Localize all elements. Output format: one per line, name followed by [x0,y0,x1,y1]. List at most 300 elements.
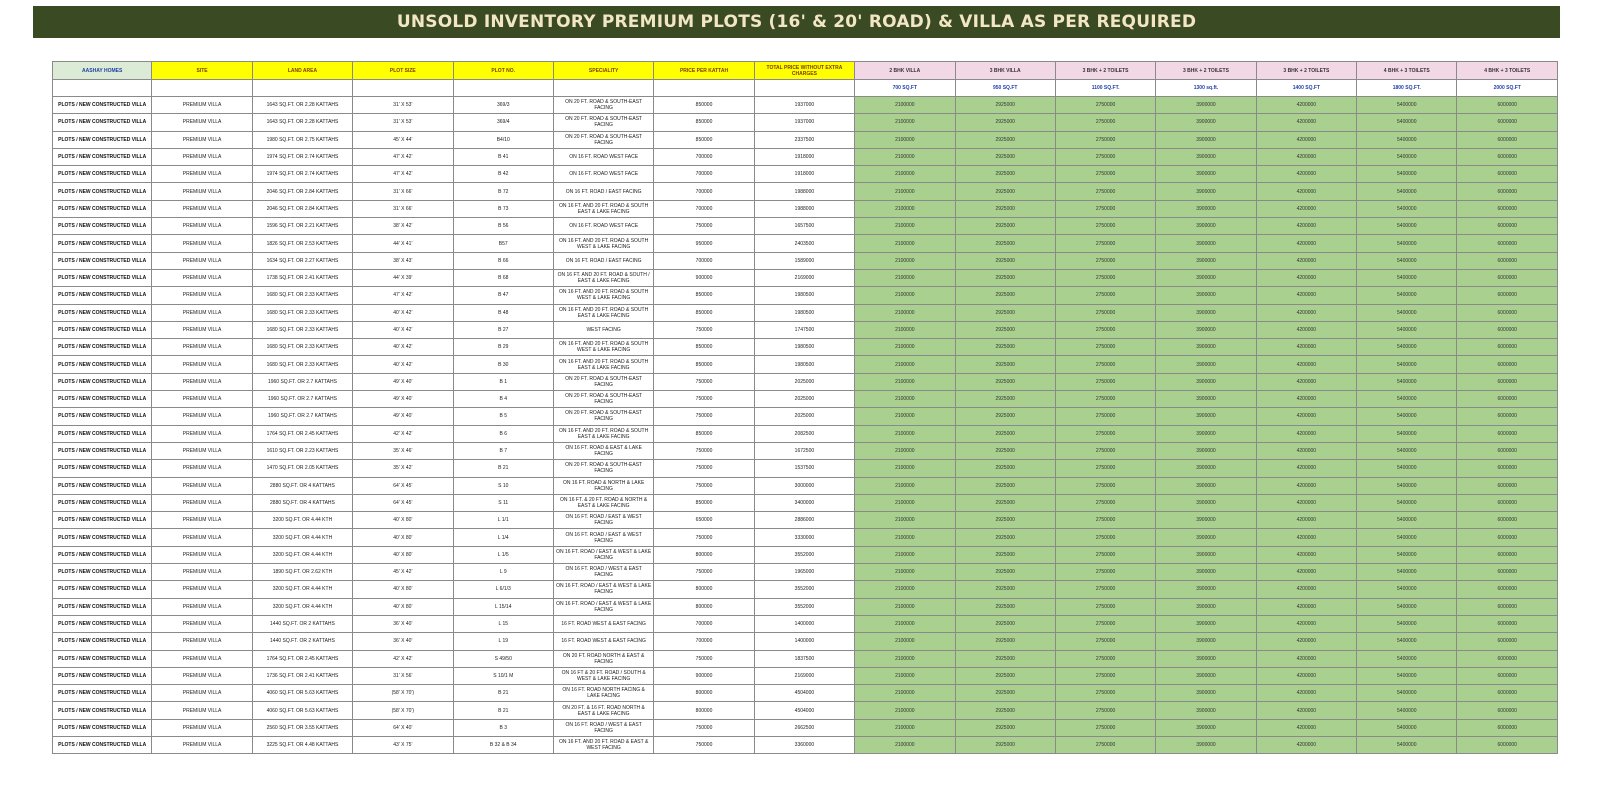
cell-ppk: 800000 [654,581,754,598]
cell-total: 1980500 [754,287,854,304]
cell-type: PLOTS / NEW CONSTRUCTED VILLA [53,373,152,390]
villa-price-cell: 2750000 [1055,391,1155,408]
cell-type: PLOTS / NEW CONSTRUCTED VILLA [53,183,152,200]
cell-size: 45' X 44' [353,131,453,148]
cell-size: 64' X 45' [353,494,453,511]
villa-price-cell: 2925000 [955,442,1055,459]
villa-price-cell: 2750000 [1055,546,1155,563]
cell-ppk: 850000 [654,356,754,373]
cell-ppk: 700000 [654,148,754,165]
villa-price-cell: 4200000 [1256,97,1356,114]
villa-price-cell: 5400000 [1357,546,1457,563]
villa-price-cell: 3900000 [1156,287,1256,304]
table-row [53,114,1558,131]
villa-size-cell: 700 SQ.FT [855,80,955,97]
villa-price-cell: 2925000 [955,183,1055,200]
villa-price-cell: 2100000 [855,408,955,425]
villa-price-cell: 2100000 [855,200,955,217]
villa-price-cell: 2925000 [955,512,1055,529]
villa-price-cell: 6000000 [1457,477,1558,494]
cell-type: PLOTS / NEW CONSTRUCTED VILLA [53,148,152,165]
cell-total: 1988000 [754,200,854,217]
villa-price-cell: 6000000 [1457,736,1558,753]
villa-price-cell: 6000000 [1457,546,1558,563]
table-row [53,650,1558,667]
cell-plot: S 49/50 [453,650,553,667]
villa-price-cell: 5400000 [1357,252,1457,269]
cell-site: PREMIUM VILLA [152,667,252,684]
villa-size-cell: 1400 SQ.FT [1256,80,1356,97]
cell-total: 3400000 [754,494,854,511]
cell-size: 40' X 80' [353,529,453,546]
villa-price-cell: 3900000 [1156,339,1256,356]
cell-plot: L 15 [453,615,553,632]
cell-site: PREMIUM VILLA [152,408,252,425]
cell-plot: 369/3 [453,97,553,114]
cell-plot: B 32 & B 34 [453,736,553,753]
cell-area: 1764 SQ.FT. OR 2.45 KATTAHS [252,650,352,667]
cell-ppk: 800000 [654,598,754,615]
cell-size: 35' X 42' [353,460,453,477]
villa-price-cell: 5400000 [1357,97,1457,114]
villa-price-cell: 2925000 [955,148,1055,165]
villa-price-cell: 6000000 [1457,218,1558,235]
cell-plot: B 47 [453,287,553,304]
villa-price-cell: 2925000 [955,650,1055,667]
table-row [53,598,1558,615]
villa-price-cell: 6000000 [1457,269,1558,286]
cell-type: PLOTS / NEW CONSTRUCTED VILLA [53,269,152,286]
cell-area: 4060 SQ.FT. OR 5.63 KATTAHS [252,685,352,702]
cell-ppk: 850000 [654,97,754,114]
villa-price-cell: 2750000 [1055,218,1155,235]
table-row [53,460,1558,477]
cell-site: PREMIUM VILLA [152,494,252,511]
cell-spec: ON 16 FT. ROAD / EAST FACING [553,183,653,200]
cell-plot: S 11 [453,494,553,511]
cell-area: 3200 SQ.FT. OR 4.44 KTH [252,546,352,563]
cell-spec: ON 16 FT. AND 20 FT. ROAD & SOUTH EAST & LAKE FACING [553,304,653,321]
cell-size: 31' X 53' [353,97,453,114]
cell-spec: ON 20 FT. ROAD & SOUTH-EAST FACING [553,131,653,148]
cell-spec: ON 20 FT. ROAD & SOUTH-EAST FACING [553,408,653,425]
villa-price-cell: 2925000 [955,615,1055,632]
cell-site: PREMIUM VILLA [152,183,252,200]
cell-area: 1680 SQ.FT. OR 2.33 KATTAHS [252,287,352,304]
villa-price-cell: 6000000 [1457,442,1558,459]
villa-price-cell: 3900000 [1156,356,1256,373]
villa-price-cell: 2925000 [955,685,1055,702]
cell-size: 40' X 42' [353,339,453,356]
cell-size: (58' X 70') [353,685,453,702]
table-row [53,252,1558,269]
villa-price-cell: 4200000 [1256,166,1356,183]
villa-price-cell: 2925000 [955,719,1055,736]
cell-site: PREMIUM VILLA [152,425,252,442]
villa-price-cell: 3900000 [1156,269,1256,286]
villa-price-cell: 2925000 [955,546,1055,563]
column-header: 3 BHK VILLA [955,62,1055,80]
villa-price-cell: 2750000 [1055,252,1155,269]
villa-price-cell: 2100000 [855,598,955,615]
cell-site: PREMIUM VILLA [152,356,252,373]
column-header: 4 BHK + 3 TOILETS [1357,62,1457,80]
villa-price-cell: 2750000 [1055,494,1155,511]
villa-price-cell: 2100000 [855,235,955,252]
villa-price-cell: 4200000 [1256,460,1356,477]
table-row [53,235,1558,252]
cell-area: 1680 SQ.FT. OR 2.33 KATTAHS [252,339,352,356]
villa-price-cell: 5400000 [1357,321,1457,338]
villa-price-cell: 2925000 [955,581,1055,598]
cell-plot: B 68 [453,269,553,286]
cell-area: 3225 SQ.FT. OR 4.48 KATTAHS [252,736,352,753]
cell-ppk: 900000 [654,667,754,684]
cell-plot: B 7 [453,442,553,459]
villa-price-cell: 4200000 [1256,408,1356,425]
villa-price-cell: 2750000 [1055,736,1155,753]
cell-type: PLOTS / NEW CONSTRUCTED VILLA [53,477,152,494]
villa-price-cell: 3900000 [1156,702,1256,719]
villa-price-cell: 2925000 [955,408,1055,425]
cell-site: PREMIUM VILLA [152,114,252,131]
cell-spec: ON 16 FT. ROAD WEST FACE [553,166,653,183]
villa-price-cell: 5400000 [1357,148,1457,165]
table-row [53,373,1558,390]
villa-price-cell: 5400000 [1357,581,1457,598]
cell-ppk: 750000 [654,564,754,581]
table-row [53,339,1558,356]
villa-price-cell: 2925000 [955,460,1055,477]
cell-spec: ON 20 FT. ROAD & SOUTH-EAST FACING [553,114,653,131]
table-row [53,183,1558,200]
villa-price-cell: 6000000 [1457,200,1558,217]
cell-total: 1918000 [754,166,854,183]
table-row [53,356,1558,373]
cell-plot: L 1/4 [453,529,553,546]
villa-price-cell: 4200000 [1256,269,1356,286]
cell-size: 36' X 40' [353,615,453,632]
villa-price-cell: 5400000 [1357,114,1457,131]
villa-price-cell: 3900000 [1156,736,1256,753]
villa-price-cell: 2925000 [955,667,1055,684]
villa-price-cell: 4200000 [1256,529,1356,546]
cell-spec: ON 16 FT. ROAD / EAST & WEST & LAKE FACING [553,598,653,615]
villa-price-cell: 3900000 [1156,166,1256,183]
cell-total: 1980500 [754,356,854,373]
cell-size: 42' X 42' [353,425,453,442]
villa-price-cell: 6000000 [1457,633,1558,650]
cell-spec: ON 16 FT. AND 20 FT. ROAD & SOUTH EAST & LAKE FACING [553,425,653,442]
villa-price-cell: 4200000 [1256,200,1356,217]
table-row [53,321,1558,338]
cell-total: 1980500 [754,339,854,356]
table-row [53,581,1558,598]
cell-area: 1680 SQ.FT. OR 2.33 KATTAHS [252,356,352,373]
villa-price-cell: 2100000 [855,252,955,269]
cell-site: PREMIUM VILLA [152,442,252,459]
cell-spec: ON 20 FT. ROAD & SOUTH-EAST FACING [553,373,653,390]
villa-price-cell: 2925000 [955,97,1055,114]
villa-price-cell: 2100000 [855,546,955,563]
villa-price-cell: 2100000 [855,166,955,183]
cell-total: 2662500 [754,719,854,736]
table-row [53,702,1558,719]
villa-price-cell: 6000000 [1457,373,1558,390]
cell-spec: ON 20 FT. ROAD & SOUTH-EAST FACING [553,460,653,477]
cell-ppk: 850000 [654,304,754,321]
villa-price-cell: 2750000 [1055,442,1155,459]
cell-type: PLOTS / NEW CONSTRUCTED VILLA [53,131,152,148]
cell-site: PREMIUM VILLA [152,719,252,736]
villa-price-cell: 3900000 [1156,460,1256,477]
villa-price-cell: 2925000 [955,252,1055,269]
villa-price-cell: 2925000 [955,304,1055,321]
villa-price-cell: 2100000 [855,650,955,667]
cell-total: 2025000 [754,408,854,425]
cell-plot: B 73 [453,200,553,217]
villa-price-cell: 3900000 [1156,218,1256,235]
column-header: 4 BHK + 3 TOILETS [1457,62,1558,80]
cell-spec: ON 16 FT. AND 20 FT. ROAD & SOUTH / EAST & LAKE FACING [553,269,653,286]
villa-price-cell: 6000000 [1457,650,1558,667]
empty-cell [152,80,252,97]
cell-size: 31' X 66' [353,200,453,217]
cell-area: 1890 SQ.FT. OR 2.62 KTH [252,564,352,581]
villa-price-cell: 2750000 [1055,356,1155,373]
cell-ppk: 750000 [654,321,754,338]
cell-ppk: 850000 [654,494,754,511]
column-header: 3 BHK + 2 TOILETS [1256,62,1356,80]
cell-spec: ON 16 FT & 20 FT. ROAD / SOUTH & WEST & LAKE FACING [553,667,653,684]
cell-site: PREMIUM VILLA [152,633,252,650]
cell-size: 35' X 46' [353,442,453,459]
cell-size: 40' X 42' [353,356,453,373]
table-row [53,218,1558,235]
villa-price-cell: 2750000 [1055,615,1155,632]
villa-price-cell: 6000000 [1457,131,1558,148]
villa-price-cell: 3900000 [1156,477,1256,494]
cell-ppk: 750000 [654,460,754,477]
villa-price-cell: 2100000 [855,218,955,235]
table-row [53,166,1558,183]
cell-spec: ON 16 FT. ROAD / EAST & WEST & LAKE FACING [553,546,653,563]
cell-total: 1965000 [754,564,854,581]
cell-area: 1974 SQ.FT. OR 2.74 KATTAHS [252,148,352,165]
villa-price-cell: 2100000 [855,269,955,286]
cell-site: PREMIUM VILLA [152,287,252,304]
villa-price-cell: 2100000 [855,477,955,494]
villa-price-cell: 2100000 [855,339,955,356]
cell-plot: B4/10 [453,131,553,148]
villa-price-cell: 5400000 [1357,598,1457,615]
cell-total: 1747500 [754,321,854,338]
table-row [53,546,1558,563]
villa-price-cell: 5400000 [1357,235,1457,252]
cell-area: 1680 SQ.FT. OR 2.33 KATTAHS [252,321,352,338]
villa-price-cell: 6000000 [1457,321,1558,338]
villa-price-cell: 2750000 [1055,183,1155,200]
cell-spec: ON 16 FT. AND 20 FT. ROAD & SOUTH EAST & LAKE FACING [553,356,653,373]
villa-price-cell: 6000000 [1457,287,1558,304]
villa-price-cell: 2750000 [1055,719,1155,736]
cell-type: PLOTS / NEW CONSTRUCTED VILLA [53,200,152,217]
villa-price-cell: 2750000 [1055,200,1155,217]
villa-price-cell: 6000000 [1457,529,1558,546]
villa-price-cell: 6000000 [1457,408,1558,425]
villa-price-cell: 6000000 [1457,235,1558,252]
cell-total: 3360000 [754,736,854,753]
cell-ppk: 800000 [654,546,754,563]
villa-price-cell: 2750000 [1055,460,1155,477]
villa-price-cell: 2100000 [855,736,955,753]
table-row [53,408,1558,425]
villa-price-cell: 5400000 [1357,218,1457,235]
villa-price-cell: 2100000 [855,373,955,390]
cell-spec: ON 16 FT. ROAD / EAST & WEST FACING [553,512,653,529]
cell-type: PLOTS / NEW CONSTRUCTED VILLA [53,512,152,529]
cell-type: PLOTS / NEW CONSTRUCTED VILLA [53,287,152,304]
cell-size: 64' X 45' [353,477,453,494]
villa-price-cell: 4200000 [1256,373,1356,390]
villa-price-cell: 5400000 [1357,650,1457,667]
villa-price-cell: 2925000 [955,131,1055,148]
table-row [53,442,1558,459]
cell-type: PLOTS / NEW CONSTRUCTED VILLA [53,529,152,546]
cell-spec: ON 16 FT. AND 20 FT. ROAD & SOUTH WEST & LAKE FACING [553,287,653,304]
cell-plot: 369/4 [453,114,553,131]
empty-cell [453,80,553,97]
villa-price-cell: 2925000 [955,633,1055,650]
cell-type: PLOTS / NEW CONSTRUCTED VILLA [53,304,152,321]
villa-price-cell: 3900000 [1156,131,1256,148]
page-title: UNSOLD INVENTORY PREMIUM PLOTS (16' & 20' ROAD) & VILLA AS PER REQUIRED [396,12,1197,32]
cell-total: 3000000 [754,477,854,494]
cell-site: PREMIUM VILLA [152,564,252,581]
cell-area: 1440 SQ.FT. OR 2 KATTAHS [252,615,352,632]
cell-size: 40' X 80' [353,546,453,563]
cell-spec: ON 20 FT. ROAD NORTH & EAST & FACING [553,650,653,667]
villa-price-cell: 5400000 [1357,512,1457,529]
villa-price-cell: 2100000 [855,114,955,131]
column-header: SPECIALITY [553,62,653,80]
villa-price-cell: 6000000 [1457,304,1558,321]
table-row [53,304,1558,321]
cell-size: 49' X 40' [353,373,453,390]
villa-price-cell: 3900000 [1156,408,1256,425]
cell-type: PLOTS / NEW CONSTRUCTED VILLA [53,650,152,667]
villa-price-cell: 5400000 [1357,391,1457,408]
cell-site: PREMIUM VILLA [152,252,252,269]
cell-total: 4504000 [754,685,854,702]
villa-price-cell: 4200000 [1256,650,1356,667]
cell-spec: WEST FACING [553,321,653,338]
villa-price-cell: 5400000 [1357,339,1457,356]
villa-price-cell: 3900000 [1156,685,1256,702]
villa-price-cell: 5400000 [1357,667,1457,684]
cell-spec: ON 16 FT. ROAD NORTH FACING & LAKE FACING [553,685,653,702]
cell-type: PLOTS / NEW CONSTRUCTED VILLA [53,685,152,702]
villa-price-cell: 2925000 [955,598,1055,615]
table-row [53,148,1558,165]
cell-plot: B 29 [453,339,553,356]
cell-area: 2560 SQ.FT. OR 3.55 KATTAHS [252,719,352,736]
villa-price-cell: 2750000 [1055,685,1155,702]
villa-price-cell: 5400000 [1357,685,1457,702]
cell-site: PREMIUM VILLA [152,650,252,667]
cell-site: PREMIUM VILLA [152,200,252,217]
villa-price-cell: 2925000 [955,702,1055,719]
villa-price-cell: 5400000 [1357,442,1457,459]
cell-type: PLOTS / NEW CONSTRUCTED VILLA [53,425,152,442]
cell-area: 1960 SQ.FT. OR 2.7 KATTAHS [252,373,352,390]
villa-price-cell: 3900000 [1156,252,1256,269]
cell-spec: ON 16 FT. ROAD / EAST FACING [553,252,653,269]
villa-price-cell: 6000000 [1457,719,1558,736]
table-row [53,494,1558,511]
villa-price-cell: 2100000 [855,183,955,200]
villa-price-cell: 6000000 [1457,667,1558,684]
villa-price-cell: 2750000 [1055,269,1155,286]
cell-total: 1837500 [754,650,854,667]
villa-price-cell: 2750000 [1055,114,1155,131]
villa-price-cell: 2925000 [955,564,1055,581]
cell-total: 1400000 [754,633,854,650]
villa-price-cell: 4200000 [1256,719,1356,736]
cell-total: 4504000 [754,702,854,719]
villa-price-cell: 2925000 [955,373,1055,390]
villa-price-cell: 2925000 [955,287,1055,304]
villa-price-cell: 2750000 [1055,667,1155,684]
cell-size: 45' X 42' [353,564,453,581]
villa-price-cell: 2750000 [1055,408,1155,425]
cell-site: PREMIUM VILLA [152,512,252,529]
cell-ppk: 700000 [654,633,754,650]
villa-price-cell: 2100000 [855,633,955,650]
cell-ppk: 900000 [654,269,754,286]
cell-total: 3552000 [754,598,854,615]
cell-site: PREMIUM VILLA [152,391,252,408]
cell-spec: ON 16 FT. ROAD WEST FACE [553,148,653,165]
cell-type: PLOTS / NEW CONSTRUCTED VILLA [53,615,152,632]
villa-price-cell: 4200000 [1256,252,1356,269]
cell-ppk: 750000 [654,373,754,390]
villa-price-cell: 6000000 [1457,356,1558,373]
cell-area: 1738 SQ.FT. OR 2.41 KATTAHS [252,269,352,286]
villa-price-cell: 6000000 [1457,97,1558,114]
villa-price-cell: 2925000 [955,425,1055,442]
cell-plot: B 30 [453,356,553,373]
cell-ppk: 700000 [654,183,754,200]
villa-price-cell: 2100000 [855,97,955,114]
villa-price-cell: 2750000 [1055,702,1155,719]
villa-price-cell: 3900000 [1156,633,1256,650]
villa-price-cell: 4200000 [1256,235,1356,252]
cell-size: 38' X 42' [353,218,453,235]
villa-price-cell: 5400000 [1357,460,1457,477]
villa-price-cell: 3900000 [1156,564,1256,581]
cell-ppk: 750000 [654,408,754,425]
villa-price-cell: 5400000 [1357,166,1457,183]
villa-price-cell: 3900000 [1156,200,1256,217]
villa-price-cell: 3900000 [1156,719,1256,736]
villa-price-cell: 3900000 [1156,650,1256,667]
cell-type: PLOTS / NEW CONSTRUCTED VILLA [53,114,152,131]
cell-type: PLOTS / NEW CONSTRUCTED VILLA [53,598,152,615]
cell-plot: S 10 [453,477,553,494]
cell-site: PREMIUM VILLA [152,97,252,114]
cell-site: PREMIUM VILLA [152,546,252,563]
